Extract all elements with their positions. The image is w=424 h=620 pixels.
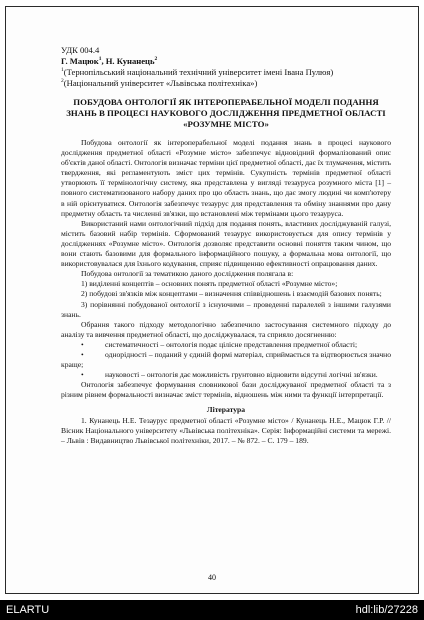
bullet-icon: •	[81, 370, 84, 380]
article	[61, 45, 391, 446]
affiliation-2-text: (Національний університет «Львівська політехніка»)	[63, 78, 258, 88]
bullet-text-2: однорідності – поданий у єдиній формі матеріал, сприймається та відтворюється значно краще;	[61, 349, 391, 370]
affiliation-2-sup: 2	[61, 78, 64, 85]
list-item-1: 1) виділенні концептів – основних понять предметної області «Розумне місто»;	[81, 279, 338, 289]
affiliation-1	[61, 67, 391, 78]
bullet-text-1: систематичності – онтологія подає цілісне представлення предметної області;	[105, 339, 358, 349]
paragraph-4: Обрання такого підходу методологічно забезпечило застосування системного підходу до аналізу та вивчення предметної області, що досліджувалася, та сприяло досягненню:	[61, 319, 391, 339]
list-item-3: 3) порівнянні побудованої онтології з існуючими – проведенні паралелей з іншими галузями знань.	[61, 299, 391, 319]
author-1-sup: 1	[98, 56, 102, 63]
bullet-item-2	[61, 350, 391, 370]
article-body	[61, 138, 391, 400]
affiliation-1-text: (Тернопільський національний технічний університет імені Івана Пулюя)	[63, 67, 334, 77]
authors-line	[61, 56, 391, 67]
author-2: Н. Кунанець	[105, 56, 155, 66]
paragraph-5: Онтологія забезпечує формування словникової бази досліджуваної предметної області та з різним рівнем формальності визначає зміст термінів, відношень між ними та функції інтерпретації.	[61, 380, 391, 400]
handle-id: hdl:lib/27228	[355, 604, 418, 616]
affiliation-1-sup: 1	[61, 67, 64, 74]
bullet-icon: •	[81, 339, 84, 349]
page-number: 40	[208, 573, 216, 582]
bullet-icon: •	[81, 349, 84, 359]
list-item-2: 2) побудові зв'язків між концептами – визначення співвідношень і взаємодій базових понять;	[81, 289, 382, 299]
paper-sheet	[5, 6, 419, 594]
repository-name: ELARTU	[6, 604, 50, 616]
udk-code: УДК 004.4	[61, 45, 100, 55]
bullet-text-3: науковості – онтологія дає можливість грунтовно відновити відсутні логічні зв'язки.	[105, 370, 378, 380]
reference-1: 1. Кунанець Н.Е. Тезаурус предметної області «Розумне місто» / Кунанець Н.Е., Мацюк Г.Р. // Вісник Національного університету «Львівська політехніка». Серія: Інформаційні системи та мережі. – Львів : Видавництво Львівської політехніки, 2017. – № 872. – С. 179 – 189.	[61, 415, 391, 445]
paragraph-3: Побудова онтології за тематикою даного дослідження полягала в:	[81, 269, 294, 279]
paragraph-1: Побудова онтології як інтероперабельної моделі подання знань в процесі наукового дослідження предметної області «Розумне місто» забезпечує відновідний формалізований опис об'єктів даної області. Онтологія визначає терміни цієї предметної області, дає їх тлумачення, містить твердження, які регламентують зміст цих термінів. Сукупність термінів предметної області утворюють її термінологічну систему, яка представлена у вигляді тезауруса розумного міста [1] – повного систематизованого набору даних про цю область знань, що дає змогу людині чи комп'ютеру в ній орієнтуватися. Онтологія забезпечує тезаурус для представлення та обміну знаннями про дану предметну область та численні зв'язки, що встановлені між термінами цього тезауруса.	[61, 138, 391, 218]
author-2-sup: 2	[154, 56, 158, 63]
author-separator: ,	[101, 56, 106, 66]
paragraph-2: Використаний нами онтологічний підхід для подання понять, властивих досліджуваній галузі, містить базовий набір термінів. Сформований тезаурус використовується для опису термінів у дослідженнях «Розумне місто». Онтологія дозволяє представити основні поняття таким чином, що вони стають базовими для формального інформаційного пошуку, а формальна мова онтології, що використовувалася для їхнього кодування, сприяє підвищенню ефективності опрацювання даних.	[61, 218, 391, 269]
author-1: Г. Мацюк	[61, 56, 99, 66]
bullet-item-1	[61, 340, 391, 350]
bullet-item-3	[61, 370, 391, 380]
article-title: ПОБУДОВА ОНТОЛОГІЇ ЯК ІНТЕРОПЕРАБЕЛЬНОЇ МОДЕЛІ ПОДАННЯ ЗНАНЬ В ПРОЦЕСІ НАУКОВОГО ДОСЛІДЖЕННЯ ПРЕДМЕТНОЇ ОБЛАСТІ «РОЗУМНЕ МІСТО»	[66, 97, 386, 129]
affiliation-2	[61, 78, 391, 89]
repository-footer	[0, 600, 424, 620]
references-heading: Література	[206, 405, 246, 415]
